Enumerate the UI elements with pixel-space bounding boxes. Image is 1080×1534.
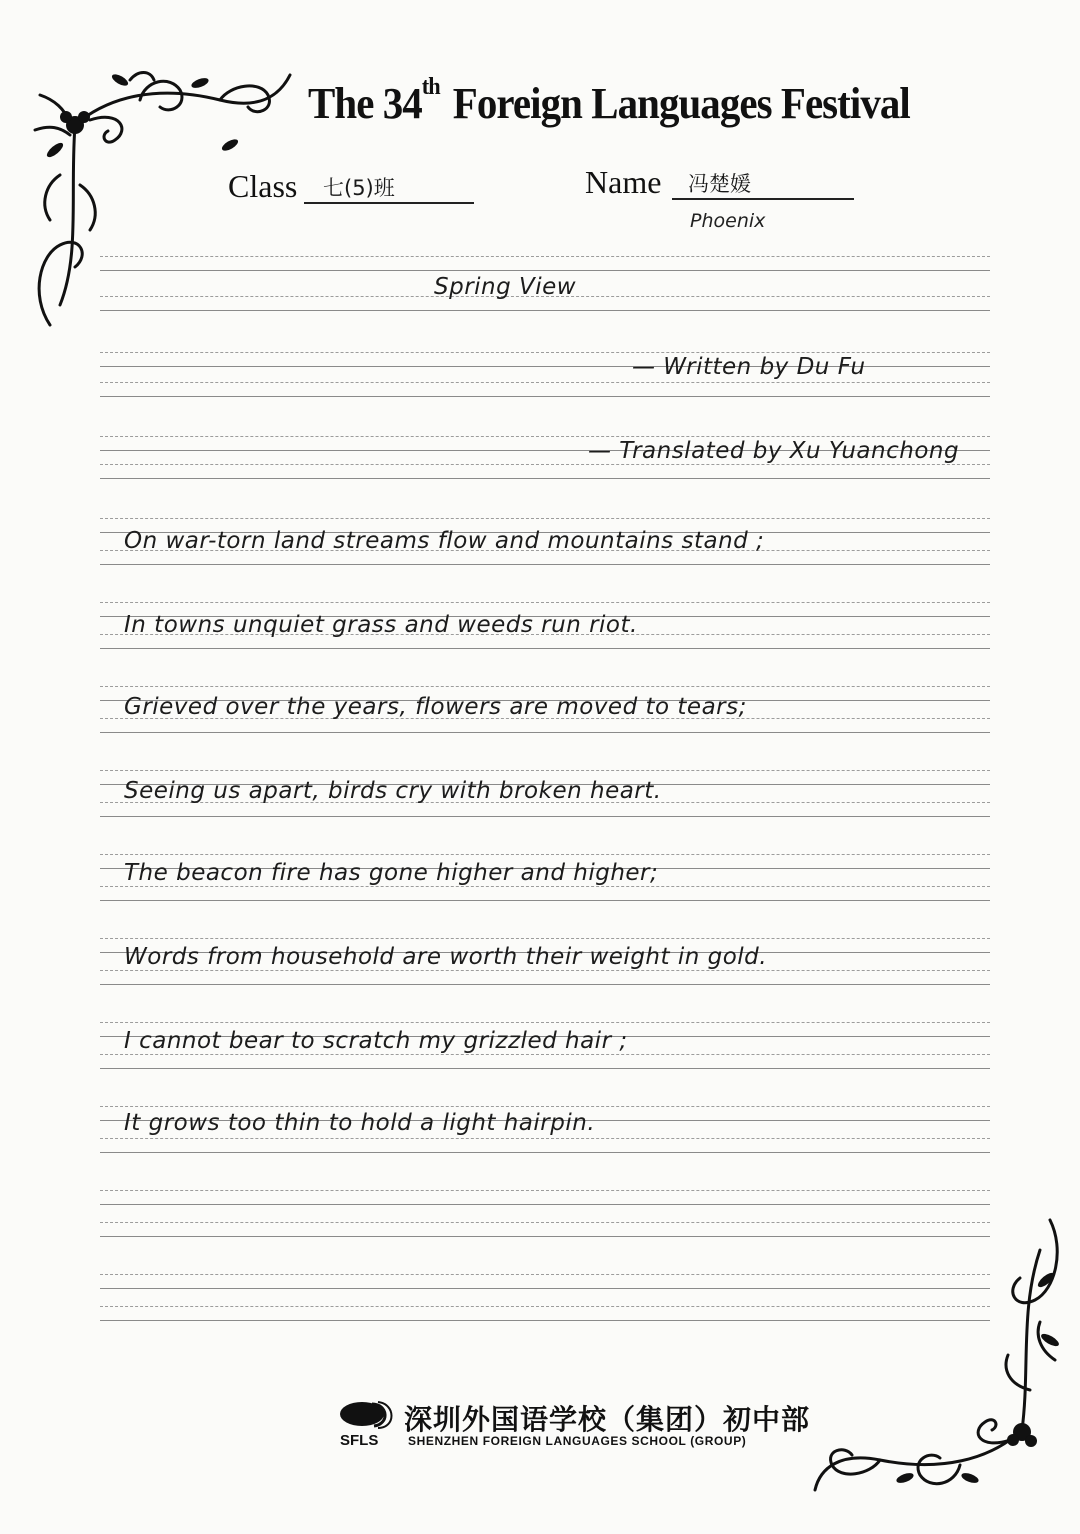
poem-line-1: On war-torn land streams flow and mountains stand ; <box>124 528 765 554</box>
class-underline <box>304 202 474 204</box>
poem-line-4: Seeing us apart, birds cry with broken heart. <box>124 778 662 804</box>
name-underline <box>672 198 854 200</box>
class-label: Class <box>228 168 298 204</box>
poem-line-3: Grieved over the years, flowers are moved to tears; <box>124 694 747 720</box>
title-superscript: th <box>421 74 440 100</box>
page-title <box>308 74 910 129</box>
poem-line-6: Words from household are worth their weight in gold. <box>124 944 768 970</box>
poem-line-7: I cannot bear to scratch my grizzled hair ; <box>124 1028 628 1054</box>
poem-title: Spring View <box>434 274 577 300</box>
name-value[interactable]: 冯楚媛 <box>688 172 751 196</box>
title-prefix: The 34 <box>308 79 422 128</box>
poem-line-2: In towns unquiet grass and weeds run riot. <box>124 612 638 638</box>
school-name-english: SHENZHEN FOREIGN LANGUAGES SCHOOL (GROUP) <box>408 1434 747 1448</box>
name-alias: Phoenix <box>690 210 766 232</box>
name-label: Name <box>585 164 662 200</box>
title-suffix: Foreign Languages Festival <box>452 79 910 128</box>
poem-author: — Written by Du Fu <box>632 354 866 380</box>
poem-line-5: The beacon fire has gone higher and higher; <box>124 860 659 886</box>
school-name-chinese: 深圳外国语学校（集团）初中部 <box>404 1403 811 1436</box>
school-abbreviation: SFLS <box>340 1432 379 1449</box>
poem-translator: — Translated by Xu Yuanchong <box>588 438 960 464</box>
poem-line-8: It grows too thin to hold a light hairpin. <box>124 1110 596 1136</box>
class-value[interactable]: 七(5)班 <box>323 176 395 200</box>
school-logo-icon <box>338 1398 394 1458</box>
